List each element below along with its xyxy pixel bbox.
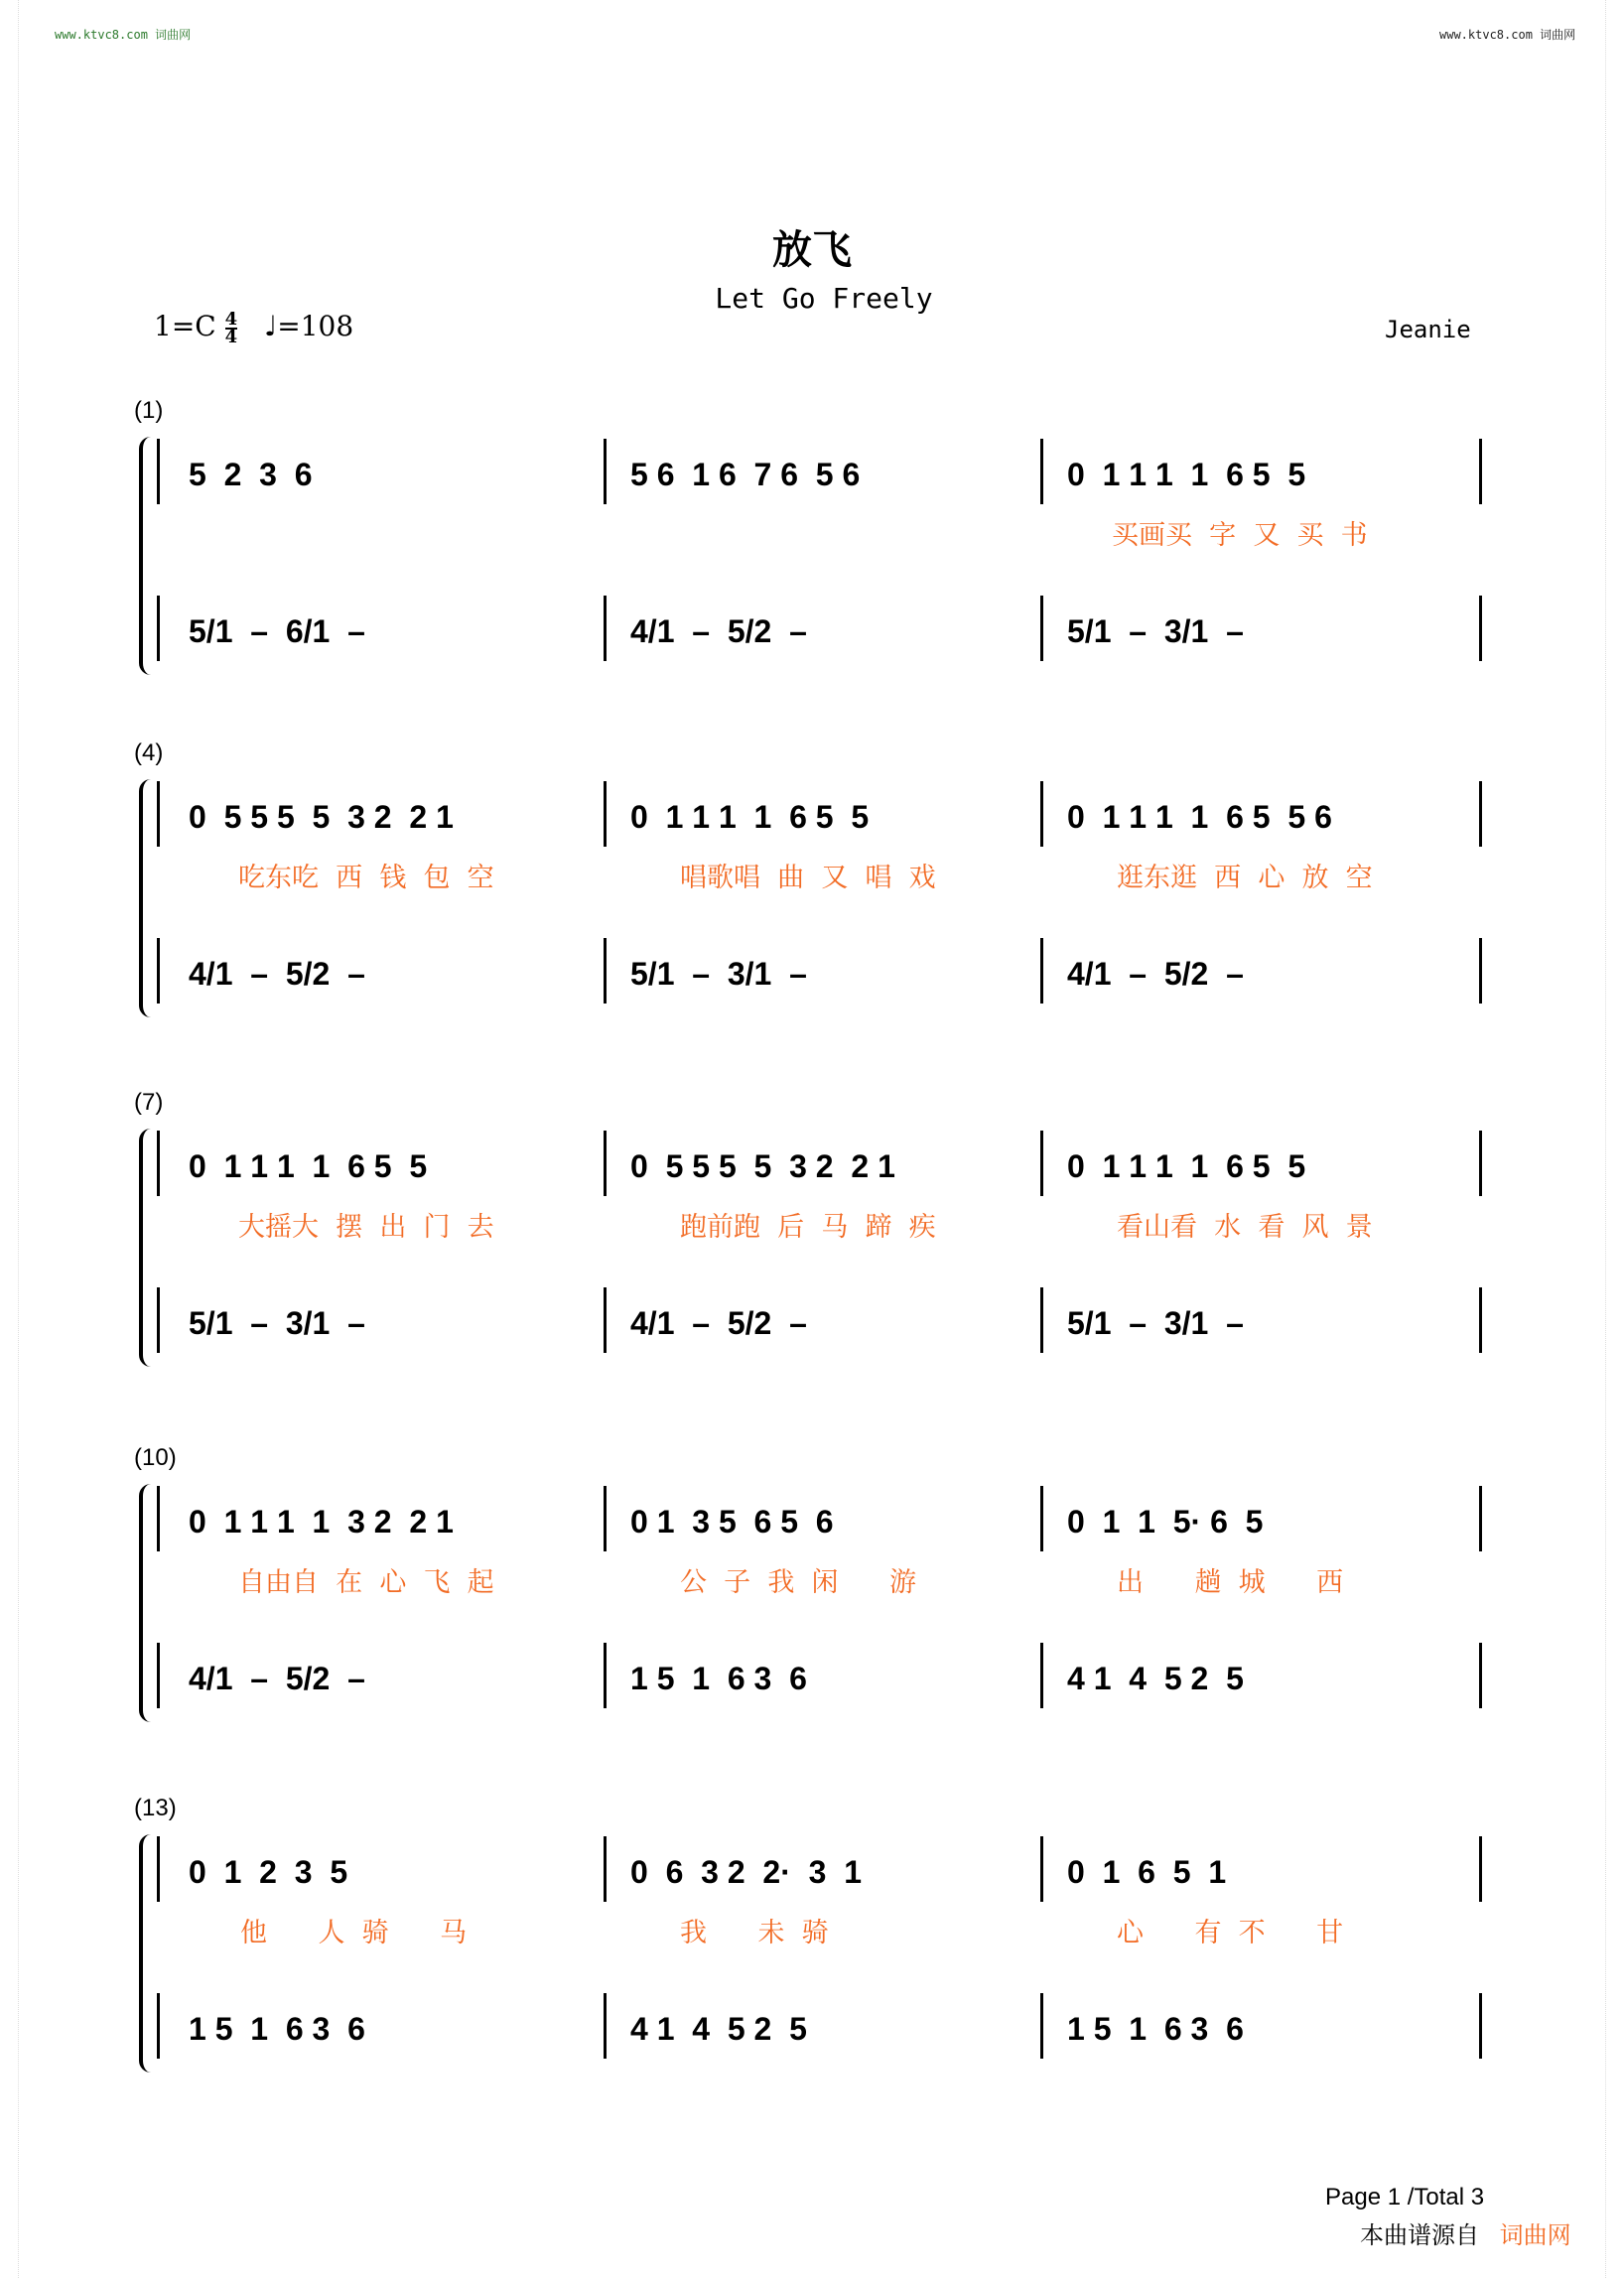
bass-measure: 1 5 1 6 3 6 bbox=[630, 1661, 807, 1696]
melody-measure: 0 1 1 1 1 6 5 5 6 bbox=[1067, 799, 1332, 835]
lyric-line: 大摇大 摆 出 门 去 bbox=[238, 1212, 494, 1243]
time-numerator: 4 bbox=[224, 308, 238, 330]
bass-measure: 5/1 – 3/1 – bbox=[1067, 613, 1244, 649]
barline bbox=[157, 1287, 160, 1353]
melody-measure: 0 1 1 1 1 6 5 5 bbox=[1067, 1148, 1306, 1184]
barline bbox=[1040, 1131, 1043, 1196]
melody-measure: 0 6 3 2 2· 3 1 bbox=[630, 1854, 863, 1890]
barline bbox=[1479, 1486, 1482, 1551]
barline bbox=[604, 938, 607, 1004]
tempo-note-icon: ♩ bbox=[264, 310, 278, 342]
lyric-line: 买画买 字 又 买 书 bbox=[1112, 520, 1368, 551]
score-system-7 bbox=[129, 1089, 1489, 1367]
left-watermark-strip bbox=[0, 0, 19, 2278]
brace-icon bbox=[139, 1129, 157, 1367]
barline bbox=[157, 781, 160, 847]
barline bbox=[157, 938, 160, 1004]
barline bbox=[604, 1131, 607, 1196]
measure-number: (1) bbox=[134, 397, 164, 424]
site-link-right[interactable]: www.ktvc8.com 词曲网 bbox=[1439, 28, 1576, 42]
barline bbox=[157, 1643, 160, 1708]
barline bbox=[1040, 439, 1043, 504]
lyric-line: 逛东逛 西 心 放 空 bbox=[1117, 863, 1373, 893]
melody-measure: 0 1 6 5 1 bbox=[1067, 1854, 1227, 1890]
barline bbox=[157, 1486, 160, 1551]
barline bbox=[1479, 439, 1482, 504]
lyric-line: 心 有 不 甘 bbox=[1117, 1918, 1344, 1948]
melody-measure: 5 6 1 6 7 6 5 6 bbox=[630, 457, 861, 492]
barline bbox=[157, 439, 160, 504]
brace-icon bbox=[139, 1484, 157, 1722]
right-watermark-strip bbox=[1605, 0, 1624, 2278]
brace-icon bbox=[139, 437, 157, 675]
measure-number: (13) bbox=[134, 1795, 177, 1821]
page-title: 放飞 bbox=[772, 226, 852, 273]
measure-number: (4) bbox=[134, 739, 164, 766]
bass-measure: 5/1 – 6/1 – bbox=[189, 613, 365, 649]
lyric-line: 出 趟 城 西 bbox=[1117, 1567, 1344, 1598]
bass-measure: 5/1 – 3/1 – bbox=[1067, 1305, 1244, 1341]
score-system-13 bbox=[129, 1795, 1489, 2073]
bass-measure: 4/1 – 5/2 – bbox=[1067, 956, 1244, 992]
barline bbox=[1040, 1993, 1043, 2059]
melody-measure: 0 1 1 1 1 6 5 5 bbox=[189, 1148, 428, 1184]
source-label: 本曲谱源自 bbox=[1360, 2222, 1479, 2249]
barline bbox=[604, 596, 607, 661]
melody-measure: 0 1 1 5· 6 5 bbox=[1067, 1504, 1264, 1540]
melody-measure: 0 1 1 1 1 6 5 5 bbox=[630, 799, 870, 835]
barline bbox=[604, 1836, 607, 1902]
melody-measure: 0 1 1 1 1 3 2 2 1 bbox=[189, 1504, 454, 1540]
key-label: 1=C bbox=[154, 310, 216, 342]
barline bbox=[157, 1131, 160, 1196]
barline bbox=[1479, 938, 1482, 1004]
lyric-line: 唱歌唱 曲 又 唱 戏 bbox=[680, 863, 936, 893]
brace-icon bbox=[139, 779, 157, 1017]
melody-measure: 0 5 5 5 5 3 2 2 1 bbox=[189, 799, 454, 835]
bass-measure: 4/1 – 5/2 – bbox=[630, 1305, 807, 1341]
tempo-value: =108 bbox=[277, 310, 354, 342]
source-brand-link[interactable]: 词曲网 bbox=[1499, 2222, 1571, 2249]
lyric-line: 看山看 水 看 风 景 bbox=[1117, 1212, 1373, 1243]
lyric-line: 吃东吃 西 钱 包 空 bbox=[238, 863, 494, 893]
barline bbox=[157, 1836, 160, 1902]
barline bbox=[604, 1643, 607, 1708]
barline bbox=[157, 1993, 160, 2059]
barline bbox=[604, 781, 607, 847]
barline bbox=[604, 1287, 607, 1353]
melody-measure: 0 1 3 5 6 5 6 bbox=[630, 1504, 834, 1540]
barline bbox=[604, 1993, 607, 2059]
barline bbox=[1479, 596, 1482, 661]
bass-measure: 4/1 – 5/2 – bbox=[630, 613, 807, 649]
bass-measure: 4/1 – 5/2 – bbox=[189, 956, 365, 992]
melody-measure: 0 1 2 3 5 bbox=[189, 1854, 348, 1890]
barline bbox=[1040, 1486, 1043, 1551]
barline bbox=[1040, 1287, 1043, 1353]
lyric-line: 公 子 我 闲 游 bbox=[680, 1567, 916, 1598]
measure-number: (7) bbox=[134, 1089, 164, 1116]
key-signature bbox=[154, 310, 353, 345]
time-signature bbox=[224, 308, 238, 347]
barline bbox=[1040, 938, 1043, 1004]
melody-measure: 0 1 1 1 1 6 5 5 bbox=[1067, 457, 1306, 492]
page-subtitle: Let Go Freely bbox=[715, 282, 933, 315]
lyric-line: 跑前跑 后 马 蹄 疾 bbox=[680, 1212, 936, 1243]
bass-measure: 5/1 – 3/1 – bbox=[630, 956, 807, 992]
source-note bbox=[1360, 2215, 1571, 2250]
barline bbox=[604, 439, 607, 504]
lyric-line: 他 人 骑 马 bbox=[240, 1918, 468, 1948]
lyric-line: 我 未 骑 bbox=[680, 1918, 829, 1948]
score-system-1 bbox=[129, 397, 1489, 675]
barline bbox=[1479, 1643, 1482, 1708]
time-denominator: 4 bbox=[224, 326, 238, 347]
barline bbox=[1040, 596, 1043, 661]
barline bbox=[1479, 1836, 1482, 1902]
bass-measure: 4 1 4 5 2 5 bbox=[630, 2011, 807, 2047]
barline bbox=[1040, 1643, 1043, 1708]
author: Jeanie bbox=[1385, 316, 1471, 343]
page-indicator: Page 1 /Total 3 bbox=[1325, 2184, 1485, 2211]
measure-number: (10) bbox=[134, 1444, 177, 1471]
lyric-line: 自由自 在 心 飞 起 bbox=[238, 1567, 494, 1598]
score-system-10 bbox=[129, 1444, 1489, 1722]
barline bbox=[1479, 1993, 1482, 2059]
barline bbox=[1479, 1131, 1482, 1196]
bass-measure: 1 5 1 6 3 6 bbox=[1067, 2011, 1244, 2047]
barline bbox=[1479, 781, 1482, 847]
barline bbox=[604, 1486, 607, 1551]
brace-icon bbox=[139, 1834, 157, 2073]
barline bbox=[1040, 781, 1043, 847]
bass-measure: 4 1 4 5 2 5 bbox=[1067, 1661, 1244, 1696]
site-link-left[interactable]: www.ktvc8.com 词曲网 bbox=[55, 28, 192, 42]
bass-measure: 4/1 – 5/2 – bbox=[189, 1661, 365, 1696]
score-system-4 bbox=[129, 739, 1489, 1017]
melody-measure: 5 2 3 6 bbox=[189, 457, 313, 492]
barline bbox=[1040, 1836, 1043, 1902]
barline bbox=[1479, 1287, 1482, 1353]
melody-measure: 0 5 5 5 5 3 2 2 1 bbox=[630, 1148, 895, 1184]
barline bbox=[157, 596, 160, 661]
bass-measure: 5/1 – 3/1 – bbox=[189, 1305, 365, 1341]
bass-measure: 1 5 1 6 3 6 bbox=[189, 2011, 365, 2047]
